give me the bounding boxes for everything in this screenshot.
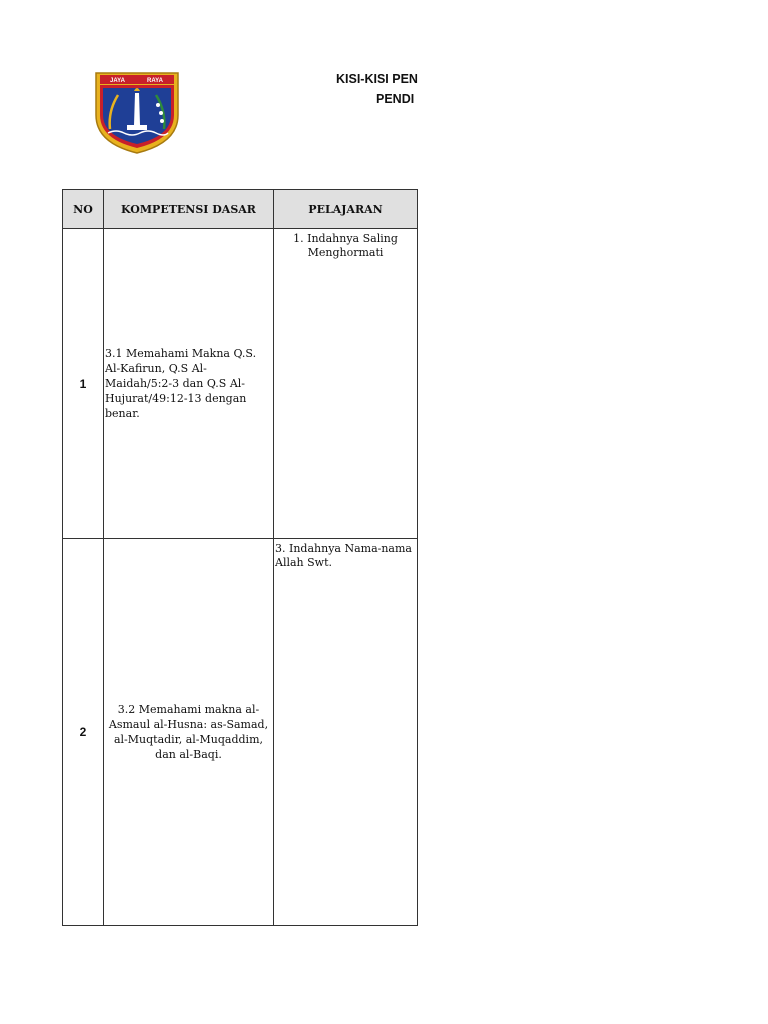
pelajaran-text: 1. Indahnya Saling Menghormati — [293, 232, 398, 259]
pelajaran-cell — [274, 539, 418, 926]
column-header-kompetensi-dasar: KOMPETENSI DASAR — [104, 190, 274, 229]
kompetensi-text: 3.1 Memahami Makna Q.S. Al-Kafirun, Q.S Al-Maidah/5:2-3 dan Q.S Al-Hujurat/49:12-13 dengan benar. — [105, 347, 257, 420]
kisi-kisi-table — [62, 189, 418, 926]
kompetensi-cell — [104, 539, 274, 926]
jakarta-crest-logo — [94, 71, 180, 155]
column-header-no: NO — [63, 190, 104, 229]
logo-text-left: JAYA — [110, 78, 125, 84]
row-number: 1 — [63, 229, 104, 539]
pelajaran-text: 3. Indahnya Nama-nama Allah Swt. — [275, 542, 412, 569]
logo-text-right: RAYA — [147, 78, 163, 84]
document-title-line2: PENDI — [376, 92, 415, 106]
pelajaran-cell — [274, 229, 418, 539]
column-header-pelajaran: PELAJARAN — [274, 190, 418, 229]
row-number: 2 — [63, 539, 104, 926]
table-row — [63, 539, 418, 926]
kompetensi-cell — [104, 229, 274, 539]
crest-icon — [94, 71, 180, 155]
table-row — [63, 229, 418, 539]
document-title-line1: KISI-KISI PEN — [336, 72, 418, 86]
kompetensi-text: 3.2 Memahami makna al-Asmaul al-Husna: as-Samad, al-Muqtadir, al-Muqaddim, dan al-Baqi. — [108, 703, 269, 761]
table-header-row — [63, 190, 418, 229]
